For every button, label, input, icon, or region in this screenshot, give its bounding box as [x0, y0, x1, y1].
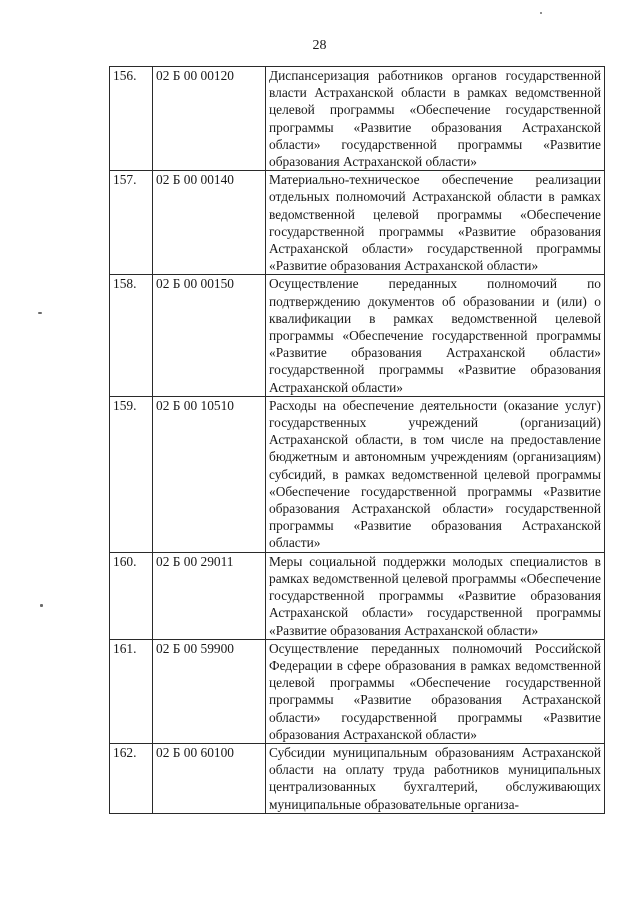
table-row — [110, 275, 605, 396]
budget-classification-table — [109, 66, 605, 814]
target-article-code: 02 Б 00 00150 — [153, 275, 266, 396]
expense-description: Расходы на обеспечение деятельности (оказание услуг) государственных учреждений (организаций) Астраханской области, в том числе на предоставление бюджетным и автономным учреждениям (организациям) субсидий, в рамках ведомственной целевой программы «Обеспечение государственной программы «Развитие образования Астраханской области» государственной программы «Развитие образования Астраханской области» — [266, 396, 605, 552]
table-row — [110, 396, 605, 552]
row-number: 161. — [110, 639, 153, 743]
target-article-code: 02 Б 00 60100 — [153, 743, 266, 813]
target-article-code: 02 Б 00 59900 — [153, 639, 266, 743]
row-number: 156. — [110, 67, 153, 171]
table-row — [110, 67, 605, 171]
target-article-code: 02 Б 00 10510 — [153, 396, 266, 552]
table-row — [110, 552, 605, 639]
target-article-code: 02 Б 00 00140 — [153, 171, 266, 275]
target-article-code: 02 Б 00 00120 — [153, 67, 266, 171]
expense-description: Осуществление переданных полномочий по подтверждению документов об образовании и (или) о квалификации в рамках ведомственной целевой программы «Обеспечение государственной программы «Развитие образования Астраханской области» государственной программы «Развитие образования Астраханской области» — [266, 275, 605, 396]
row-number: 160. — [110, 552, 153, 639]
expense-description: Материально-техническое обеспечение реализации отдельных полномочий Астраханской области в рамках ведомственной целевой программы «Обеспечение государственной программы «Развитие образования Астраханской области» государственной программы «Развитие образования Астраханской области» — [266, 171, 605, 275]
target-article-code: 02 Б 00 29011 — [153, 552, 266, 639]
row-number: 157. — [110, 171, 153, 275]
expense-description: Субсидии муниципальным образованиям Астраханской области на оплату труда работников муниципальных централизованных бухгалтерий, обслуживающих муниципальные образовательные организа- — [266, 743, 605, 813]
table-row — [110, 743, 605, 813]
scan-speck — [40, 604, 43, 607]
table-row — [110, 639, 605, 743]
table-row — [110, 171, 605, 275]
scan-speck — [540, 12, 542, 14]
expense-description: Меры социальной поддержки молодых специалистов в рамках ведомственной целевой программы «Обеспечение государственной программы «Развитие образования Астраханской области» государственной программы «Развитие образования Астраханской области» — [266, 552, 605, 639]
row-number: 158. — [110, 275, 153, 396]
scan-speck — [38, 312, 42, 314]
row-number: 162. — [110, 743, 153, 813]
page-number: 28 — [312, 38, 327, 53]
row-number: 159. — [110, 396, 153, 552]
expense-description: Осуществление переданных полномочий Российской Федерации в сфере образования в рамках ведомственной целевой программы «Обеспечение государственной программы «Развитие образования Астраханской области» государственной программы «Развитие образования Астраханской области» — [266, 639, 605, 743]
expense-description: Диспансеризация работников органов государственной власти Астраханской области в рамках ведомственной целевой программы «Обеспечение государственной программы «Развитие образования Астраханской области» государственной программы «Развитие образования Астраханской области» — [266, 67, 605, 171]
